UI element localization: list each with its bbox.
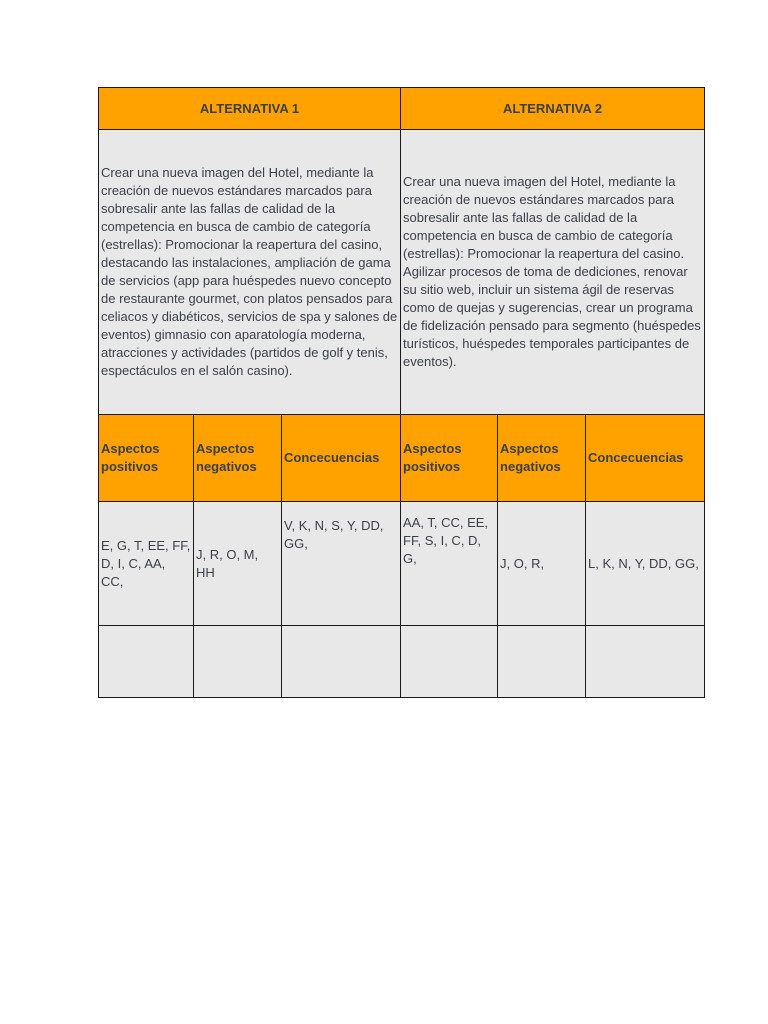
alternative-1-title: ALTERNATIVA 1: [99, 88, 401, 130]
alt2-negativos-header: Aspectos negativos: [498, 415, 586, 502]
alt2-consecuencias-header: Concecuencias: [586, 415, 705, 502]
empty-cell: [282, 626, 401, 698]
subheader-row: [99, 415, 705, 502]
alternative-2-description: Crear una nueva imagen del Hotel, mediante la creación de nuevos estándares marcados para sobresalir ante las fallas de calidad de la competencia en busca de cambio de categoría (estrellas): Promocionar la reapertura del casino. Agilizar procesos de toma de dediciones, renovar su sitio web, incluir un sistema ágil de reservas como de quejas y sugerencias, crear un programa de fidelización pensado para segmento (huéspedes turísticos, huéspedes temporales participantes de eventos).: [401, 130, 705, 415]
empty-cell: [401, 626, 498, 698]
alt2-positivos-header: Aspectos positivos: [401, 415, 498, 502]
alt1-positivos-cell: E, G, T, EE, FF, D, I, C, AA, CC,: [99, 502, 194, 626]
alt2-negativos-cell: J, O, R,: [498, 502, 586, 626]
alternatives-table: [98, 87, 705, 698]
description-row: [99, 130, 705, 415]
alternative-1-description: Crear una nueva imagen del Hotel, mediante la creación de nuevos estándares marcados para sobresalir ante las fallas de calidad de la competencia en busca de cambio de categoría (estrellas): Promocionar la reapertura del casino, destacando las instalaciones, ampliación de gama de servicios (app para huéspedes nuevo concepto de restaurante gourmet, con platos pensados para celiacos y diabéticos, servicios de spa y salones de eventos) gimnasio con aparatología moderna, atracciones y actividades (partidos de golf y tenis, espectáculos en el salón casino).: [99, 130, 401, 415]
empty-cell: [194, 626, 282, 698]
alt2-consecuencias-cell: L, K, N, Y, DD, GG,: [586, 502, 705, 626]
alt1-positivos-header: Aspectos positivos: [99, 415, 194, 502]
alt1-negativos-cell: J, R, O, M, HH: [194, 502, 282, 626]
empty-cell: [498, 626, 586, 698]
empty-cell: [586, 626, 705, 698]
data-row: [99, 502, 705, 626]
alt1-consecuencias-cell: V, K, N, S, Y, DD, GG,: [282, 502, 401, 626]
alt1-negativos-header: Aspectos negativos: [194, 415, 282, 502]
alt1-consecuencias-header: Concecuencias: [282, 415, 401, 502]
empty-row: [99, 626, 705, 698]
alternative-2-title: ALTERNATIVA 2: [401, 88, 705, 130]
empty-cell: [99, 626, 194, 698]
alt2-positivos-cell: AA, T, CC, EE, FF, S, I, C, D, G,: [401, 502, 498, 626]
title-row: [99, 88, 705, 130]
